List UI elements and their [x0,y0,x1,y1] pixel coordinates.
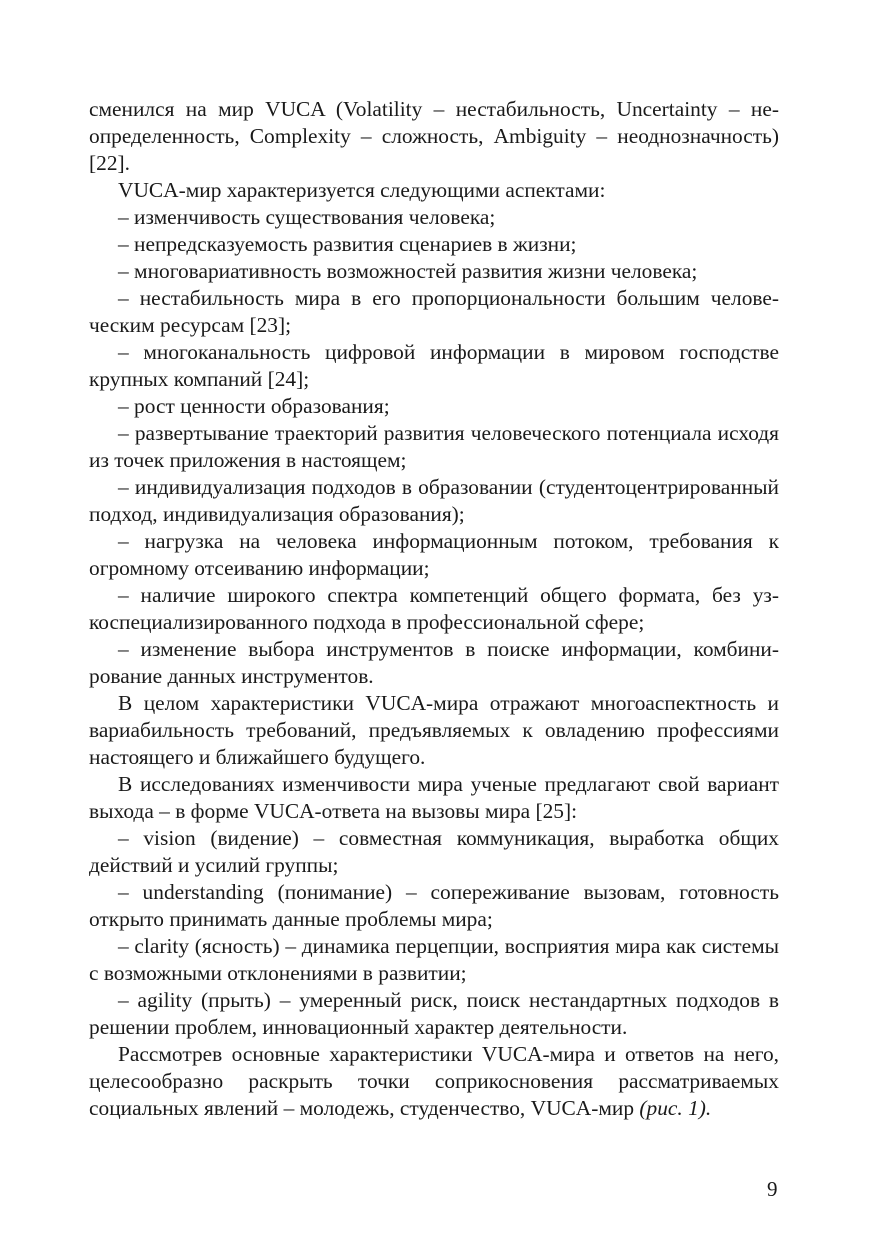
list-item-aspect: – индивидуализация подходов в образовании (студентоцентрированный подход, индивидуализация образования); [89,475,779,526]
list-item-aspect: – рост ценности образования; [118,394,390,418]
list-item-aspect: – нестабильность мира в его пропорциональности большим человеческим ресурсам [23]; [89,286,779,337]
paragraph-vuca-aspects-intro: VUCA-мир характеризуется следующими аспектами: [118,178,606,202]
list-item-response: – vision (видение) – совместная коммуникация, выработка общих действий и усилий группы; [89,826,779,877]
list-item-aspect: – развертывание траекторий развития человеческого потенциала исходя из точек приложения в настоящем; [89,421,779,472]
paragraph-conclusion [89,1041,779,1122]
list-item-response: – agility (прыть) – умеренный риск, поиск нестандартных подходов в решении проблем, инновационный характер деятельности. [89,988,779,1039]
list-item-aspect: – многовариативность возможностей развития жизни человека; [118,259,698,283]
list-item-aspect: – многоканальность цифровой информации в мировом господстве крупных компаний [24]; [89,340,779,391]
list-item-aspect: – наличие широкого спектра компетенций общего формата, без узкоспециализированного подхода в профессиональной сфере; [89,583,779,634]
list-item-response: – clarity (ясность) – динамика перцепции, восприятия мира как системы с возможными отклонениями в развитии; [89,934,779,985]
list-item-aspect: – изменчивость существования человека; [118,205,496,229]
list-item-aspect: – непредсказуемость развития сценариев в жизни; [118,232,577,256]
page-number: 9 [767,1177,778,1201]
paragraph-vuca-response-intro: В исследованиях изменчивости мира ученые предлагают свой вариант выхода – в форме VUCA-ответа на вызовы мира [25]: [89,772,779,823]
figure-reference: (рис. 1). [639,1096,712,1120]
paragraph-conclusion-text: Рассмотрев основные характеристики VUCA-мира и ответов на него, целесообразно раскрыть точки соприкосновения рассматриваемых социальных явлений – молодежь, студенчество, VUCA-мир [89,1042,779,1120]
list-item-aspect: – изменение выбора инструментов в поиске информации, комбинирование данных инструментов. [89,637,779,688]
list-item-aspect: – нагрузка на человека информационным потоком, требования к огромному отсеиванию информации; [89,529,779,580]
body-text [89,96,779,1122]
paragraph-vuca-definition: сменился на мир VUCA (Volatility – нестабильность, Uncertainty – неопределенность, Complexity – сложность, Ambiguity – неоднозначность) [22]. [89,97,779,175]
list-item-response: – understanding (понимание) – сопереживание вызовам, готовность открыто принимать данные проблемы мира; [89,880,779,931]
paragraph-vuca-summary: В целом характеристики VUCA-мира отражают многоаспектность и вариабильность требований, предъявляемых к овладению профессиями настоящего и ближайшего будущего. [89,691,779,769]
